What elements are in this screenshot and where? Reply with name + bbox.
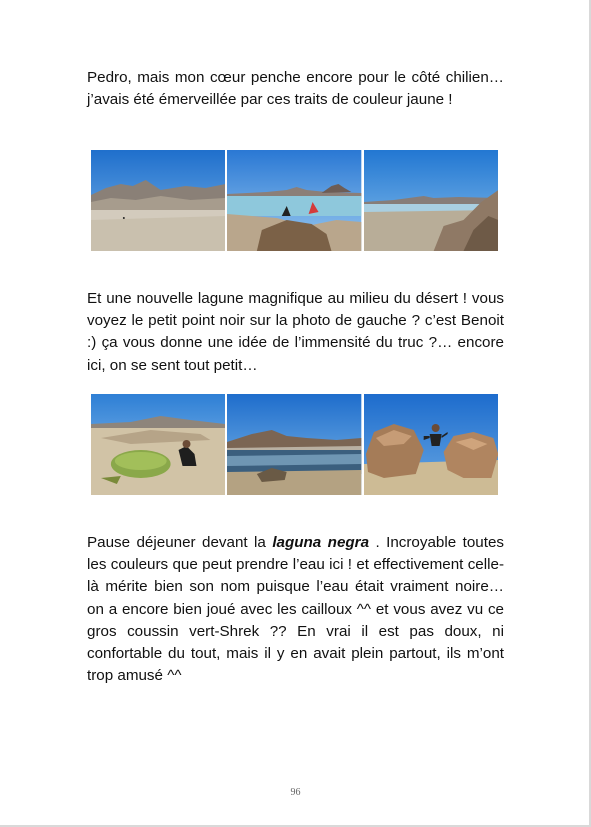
photo-row-2 bbox=[91, 394, 498, 495]
photo-big-rocks bbox=[364, 394, 498, 495]
photo-laguna-negra bbox=[227, 394, 361, 495]
paragraph-text-end: . Incroyable toutes les couleurs que peut prendre l’eau ici ! et effectivement celle-là mérite bien son nom puisque l’eau était vraiment noire… on a encore bien joué avec les cailloux ^^ et vous avez vu ce gros coussin vert-Shrek ?? En vrai il est pas doux, ni confortable du tout, mais il y en avait plein partout, ils m’ont trop amusé ^^ bbox=[87, 534, 504, 685]
paragraph-new-lagoon: Et une nouvelle lagune magnifique au milieu du désert ! vous voyez le petit point noir sur la photo de gauche ? c’est Benoit :) ça vous donne une idée de l’immensité du truc ?… encore ici, on se sent tout petit… bbox=[87, 290, 504, 374]
paragraph-lunch-break bbox=[87, 532, 504, 687]
paragraph-text-start: Pause déjeuner devant la bbox=[87, 534, 273, 551]
page-number: 96 bbox=[290, 787, 301, 798]
photo-moss-cushion bbox=[91, 394, 225, 495]
photo-lagoon-rocks bbox=[364, 150, 498, 251]
laguna-negra-emphasis: laguna negra bbox=[272, 534, 370, 551]
photo-row-1 bbox=[91, 150, 498, 251]
photo-lagoon-jumping bbox=[227, 150, 361, 251]
paragraph-chilean-colors: Pedro, mais mon cœur penche encore pour le côté chilien… j’avais été émerveillée par ces traits de couleur jaune ! bbox=[87, 69, 504, 109]
photo-desert-mountains bbox=[91, 150, 225, 251]
